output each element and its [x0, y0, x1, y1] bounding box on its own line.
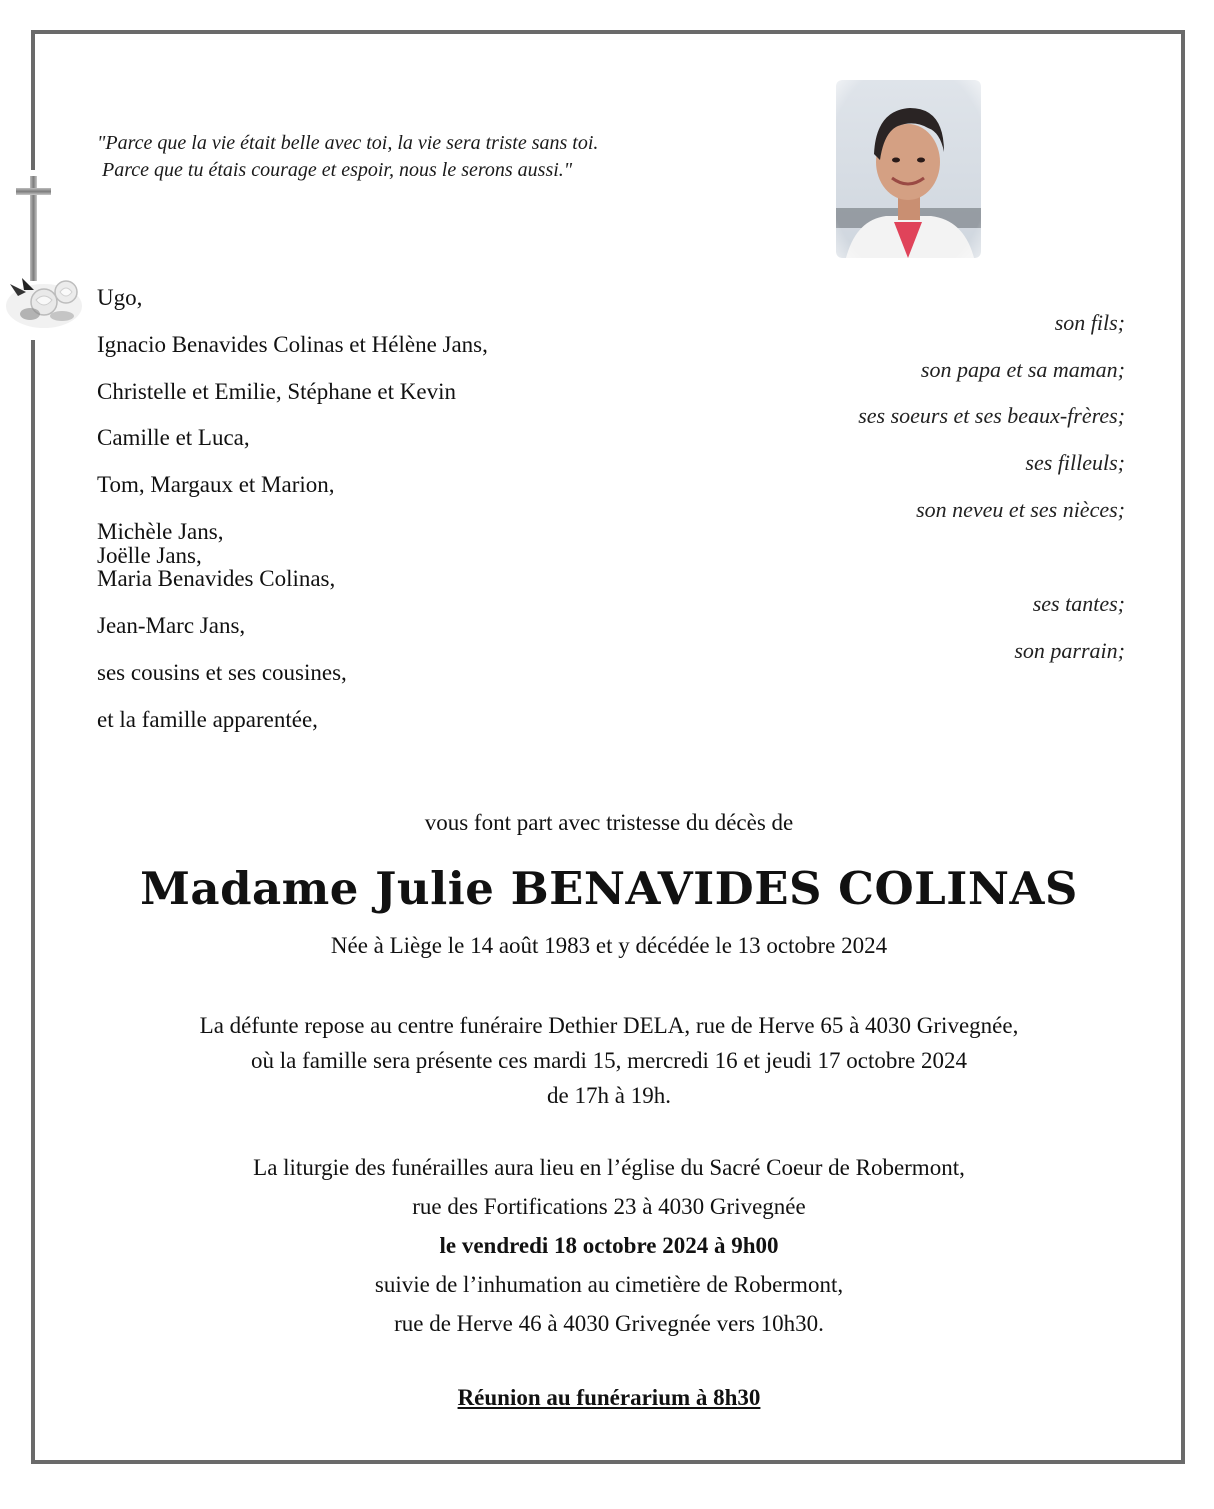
quote: [97, 130, 598, 184]
reunion-text: Réunion au funérarium à 8h30: [457, 1385, 761, 1410]
family-line: Joëlle Jans,: [97, 543, 202, 568]
family-line: Christelle et Emilie, Stéphane et Kevin: [97, 379, 456, 404]
relation-line: ses filleuls;: [1025, 450, 1125, 475]
reunion-note: [36, 1385, 1182, 1411]
cross-bar: [16, 188, 51, 195]
visitation-info: [36, 1008, 1182, 1113]
funeral-line: rue des Fortifications 23 à 4030 Grivegnée: [412, 1194, 806, 1219]
relation-line: son neveu et ses nièces;: [916, 497, 1125, 522]
quote-line-1: "Parce que la vie était belle avec toi, la vie sera triste sans toi.: [97, 132, 599, 154]
family-line: Camille et Luca,: [97, 425, 250, 450]
quote-line-2: Parce que tu étais courage et espoir, nous le serons aussi.": [97, 159, 573, 181]
roses-icon: [4, 270, 86, 332]
relation-line: son papa et sa maman;: [920, 357, 1125, 382]
family-line: ses cousins et ses cousines,: [97, 660, 347, 685]
visitation-line: La défunte repose au centre funéraire Dethier DELA, rue de Herve 65 à 4030 Grivegnée,: [199, 1013, 1019, 1038]
relation-line: ses tantes;: [1032, 591, 1125, 616]
family-line: Ignacio Benavides Colinas et Hélène Jans,: [97, 332, 488, 357]
announcement-intro: vous font part avec tristesse du décès de: [424, 810, 794, 835]
funeral-line: La liturgie des funérailles aura lieu en l’église du Sacré Coeur de Robermont,: [253, 1155, 965, 1180]
funeral-info: [36, 1148, 1182, 1343]
family-line: Ugo,: [97, 285, 143, 310]
family-line: Maria Benavides Colinas,: [97, 566, 336, 591]
funeral-date: le vendredi 18 octobre 2024 à 9h00: [439, 1233, 779, 1258]
family-line: et la famille apparentée,: [97, 707, 318, 732]
funeral-line: rue de Herve 46 à 4030 Grivegnée vers 10h30.: [394, 1311, 824, 1336]
visitation-line: de 17h à 19h.: [547, 1083, 671, 1108]
relation-line: son parrain;: [1014, 638, 1125, 663]
family-line: Michèle Jans,: [97, 519, 224, 544]
deceased-name: Madame Julie BENAVIDES COLINAS: [140, 862, 1078, 915]
family-line: Tom, Margaux et Marion,: [97, 472, 335, 497]
birth-death-line: Née à Liège le 14 août 1983 et y décédée le 13 octobre 2024: [330, 933, 888, 958]
cross-roses-ornament: [0, 170, 90, 340]
relation-line: ses soeurs et ses beaux-frères;: [858, 403, 1125, 428]
family-line: Jean-Marc Jans,: [97, 613, 246, 638]
portrait-photo: [836, 80, 981, 258]
funeral-line: suivie de l’inhumation au cimetière de Robermont,: [374, 1272, 844, 1297]
relation-line: son fils;: [1054, 310, 1125, 335]
visitation-line: où la famille sera présente ces mardi 15, mercredi 16 et jeudi 17 octobre 2024: [251, 1048, 967, 1073]
